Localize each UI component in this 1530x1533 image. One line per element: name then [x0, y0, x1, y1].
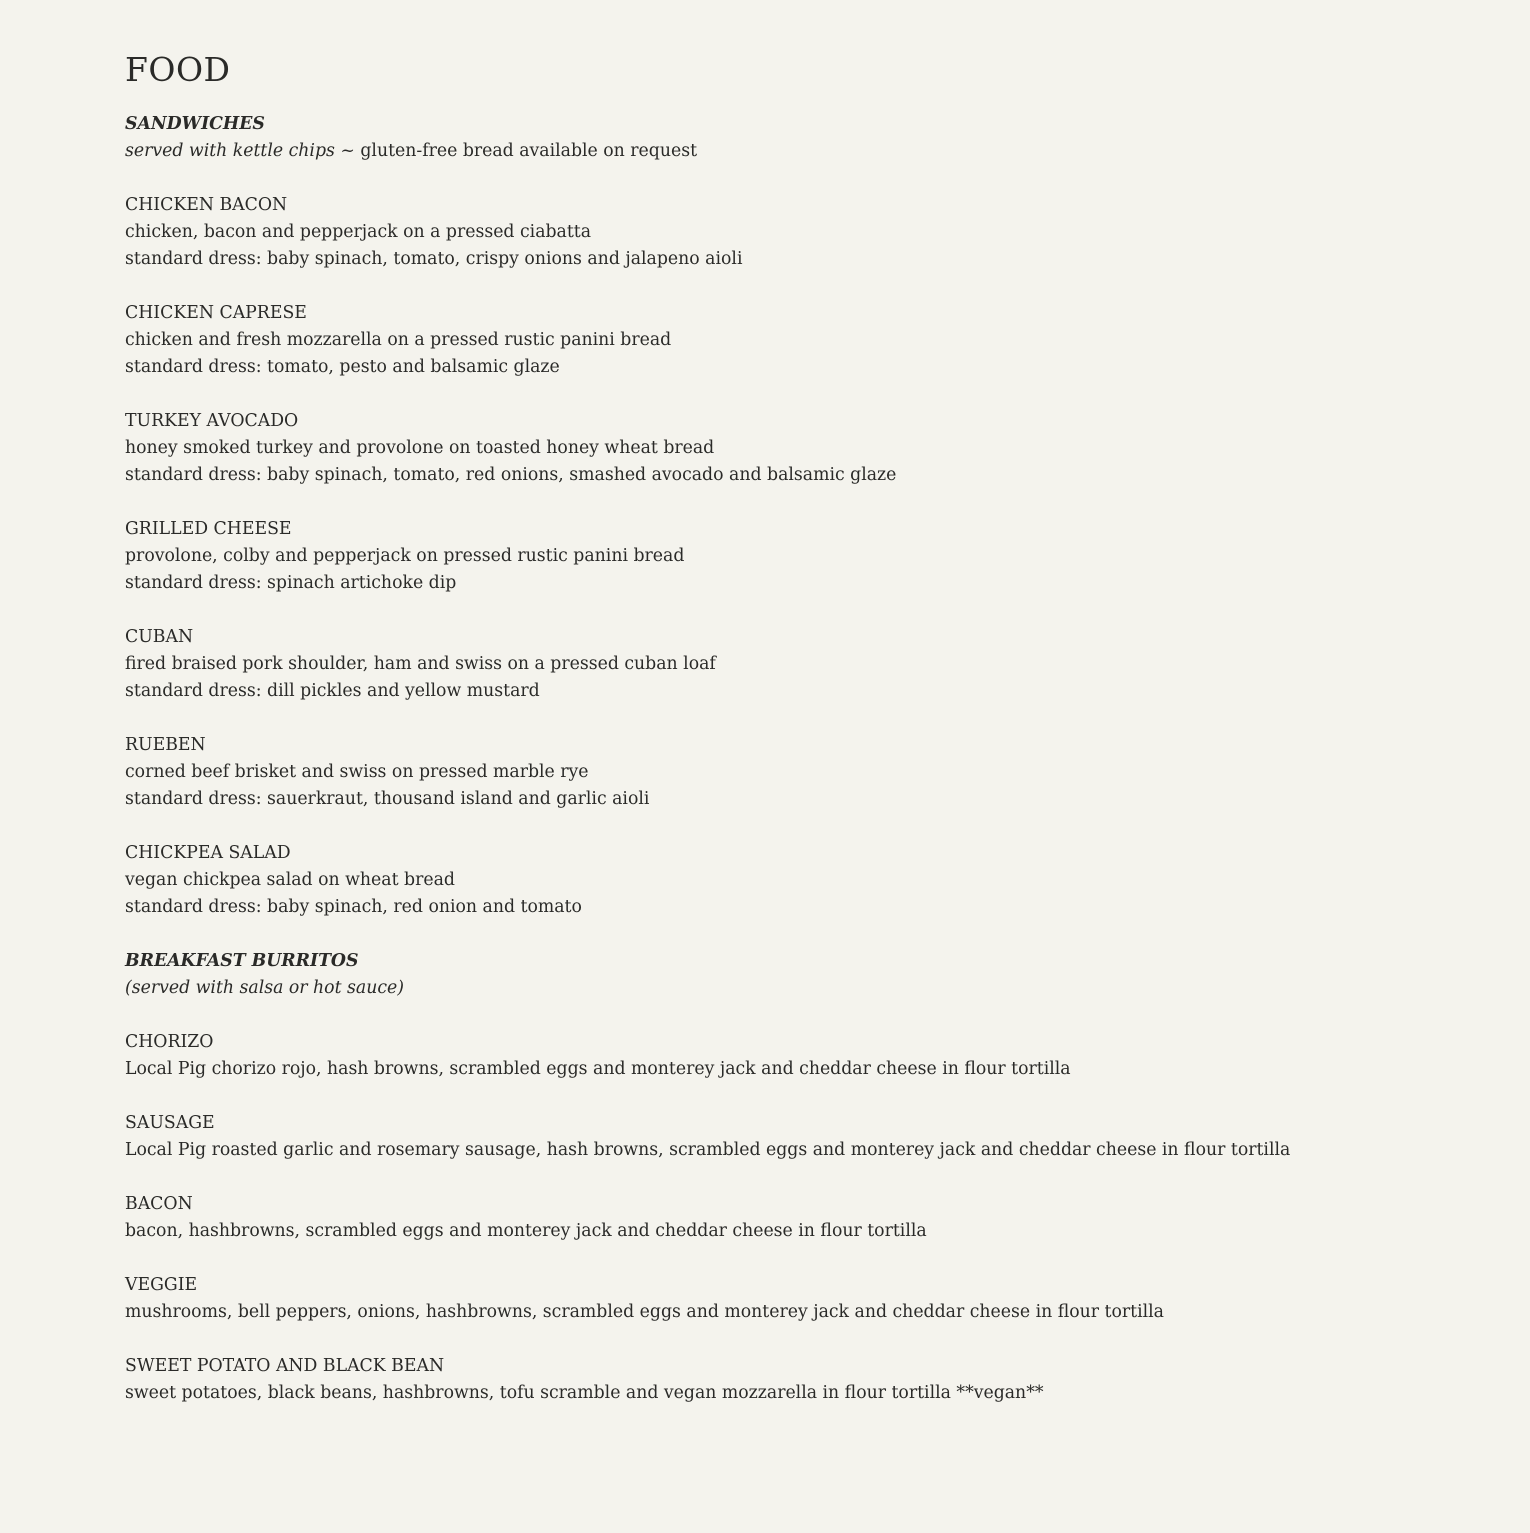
item-name: SAUSAGE — [125, 1113, 215, 1133]
item-description: sweet potatoes, black beans, hashbrowns, tofu scramble and vegan mozzarella in flour tortilla **vegan** — [125, 1383, 1044, 1403]
item-description: corned beef brisket and swiss on pressed marble rye — [125, 762, 589, 782]
item-name: CHICKEN BACON — [125, 195, 288, 215]
item-description: Local Pig chorizo rojo, hash browns, scrambled eggs and monterey jack and cheddar cheese in flour tortilla — [125, 1059, 1071, 1079]
section-heading: BREAKFAST BURRITOS — [125, 951, 359, 971]
menu-item — [125, 1353, 1425, 1407]
item-description: chicken and fresh mozzarella on a pressed rustic panini bread — [125, 330, 672, 350]
item-dress: standard dress: sauerkraut, thousand island and garlic aioli — [125, 789, 650, 809]
item-description: bacon, hashbrowns, scrambled eggs and monterey jack and cheddar cheese in flour tortilla — [125, 1221, 927, 1241]
menu-item — [125, 732, 1425, 813]
item-name: GRILLED CHEESE — [125, 519, 292, 539]
burritos-section — [125, 948, 1425, 1407]
item-description: chicken, bacon and pepperjack on a pressed ciabatta — [125, 222, 592, 242]
sandwiches-section — [125, 111, 1425, 948]
item-name: RUEBEN — [125, 735, 206, 755]
section-note-italic: served with kettle chips — [125, 141, 335, 161]
menu-item — [125, 516, 1425, 597]
item-dress: standard dress: tomato, pesto and balsamic glaze — [125, 357, 560, 377]
item-name: BACON — [125, 1194, 193, 1214]
menu-item — [125, 624, 1425, 705]
item-name: TURKEY AVOCADO — [125, 411, 299, 431]
section-note — [125, 138, 1425, 165]
menu-page — [125, 48, 1425, 1407]
item-dress: standard dress: baby spinach, red onion and tomato — [125, 897, 582, 917]
menu-item — [125, 300, 1425, 381]
menu-item — [125, 408, 1425, 489]
item-description: honey smoked turkey and provolone on toasted honey wheat bread — [125, 438, 715, 458]
item-dress: standard dress: baby spinach, tomato, red onions, smashed avocado and balsamic glaze — [125, 465, 897, 485]
item-description: Local Pig roasted garlic and rosemary sausage, hash browns, scrambled eggs and monterey jack and cheddar cheese in flour tortilla — [125, 1140, 1291, 1160]
section-note: (served with salsa or hot sauce) — [125, 978, 404, 998]
item-name: CHORIZO — [125, 1032, 214, 1052]
item-name: SWEET POTATO AND BLACK BEAN — [125, 1356, 445, 1376]
item-name: CHICKPEA SALAD — [125, 843, 291, 863]
section-note-rest: ~ gluten-free bread available on request — [334, 141, 698, 161]
item-name: CHICKEN CAPRESE — [125, 303, 307, 323]
menu-item — [125, 1272, 1425, 1326]
section-heading: SANDWICHES — [125, 114, 265, 134]
item-name: VEGGIE — [125, 1275, 198, 1295]
item-dress: standard dress: spinach artichoke dip — [125, 573, 457, 593]
menu-item — [125, 1029, 1425, 1083]
menu-item — [125, 840, 1425, 921]
item-description: fired braised pork shoulder, ham and swiss on a pressed cuban loaf — [125, 654, 716, 674]
item-description: mushrooms, bell peppers, onions, hashbrowns, scrambled eggs and monterey jack and cheddar cheese in flour tortilla — [125, 1302, 1164, 1322]
page-title: FOOD — [125, 50, 231, 89]
item-name: CUBAN — [125, 627, 194, 647]
menu-item — [125, 1191, 1425, 1245]
menu-item — [125, 1110, 1425, 1164]
item-description: vegan chickpea salad on wheat bread — [125, 870, 455, 890]
item-description: provolone, colby and pepperjack on pressed rustic panini bread — [125, 546, 685, 566]
item-dress: standard dress: dill pickles and yellow mustard — [125, 681, 540, 701]
menu-item — [125, 192, 1425, 273]
item-dress: standard dress: baby spinach, tomato, crispy onions and jalapeno aioli — [125, 249, 743, 269]
